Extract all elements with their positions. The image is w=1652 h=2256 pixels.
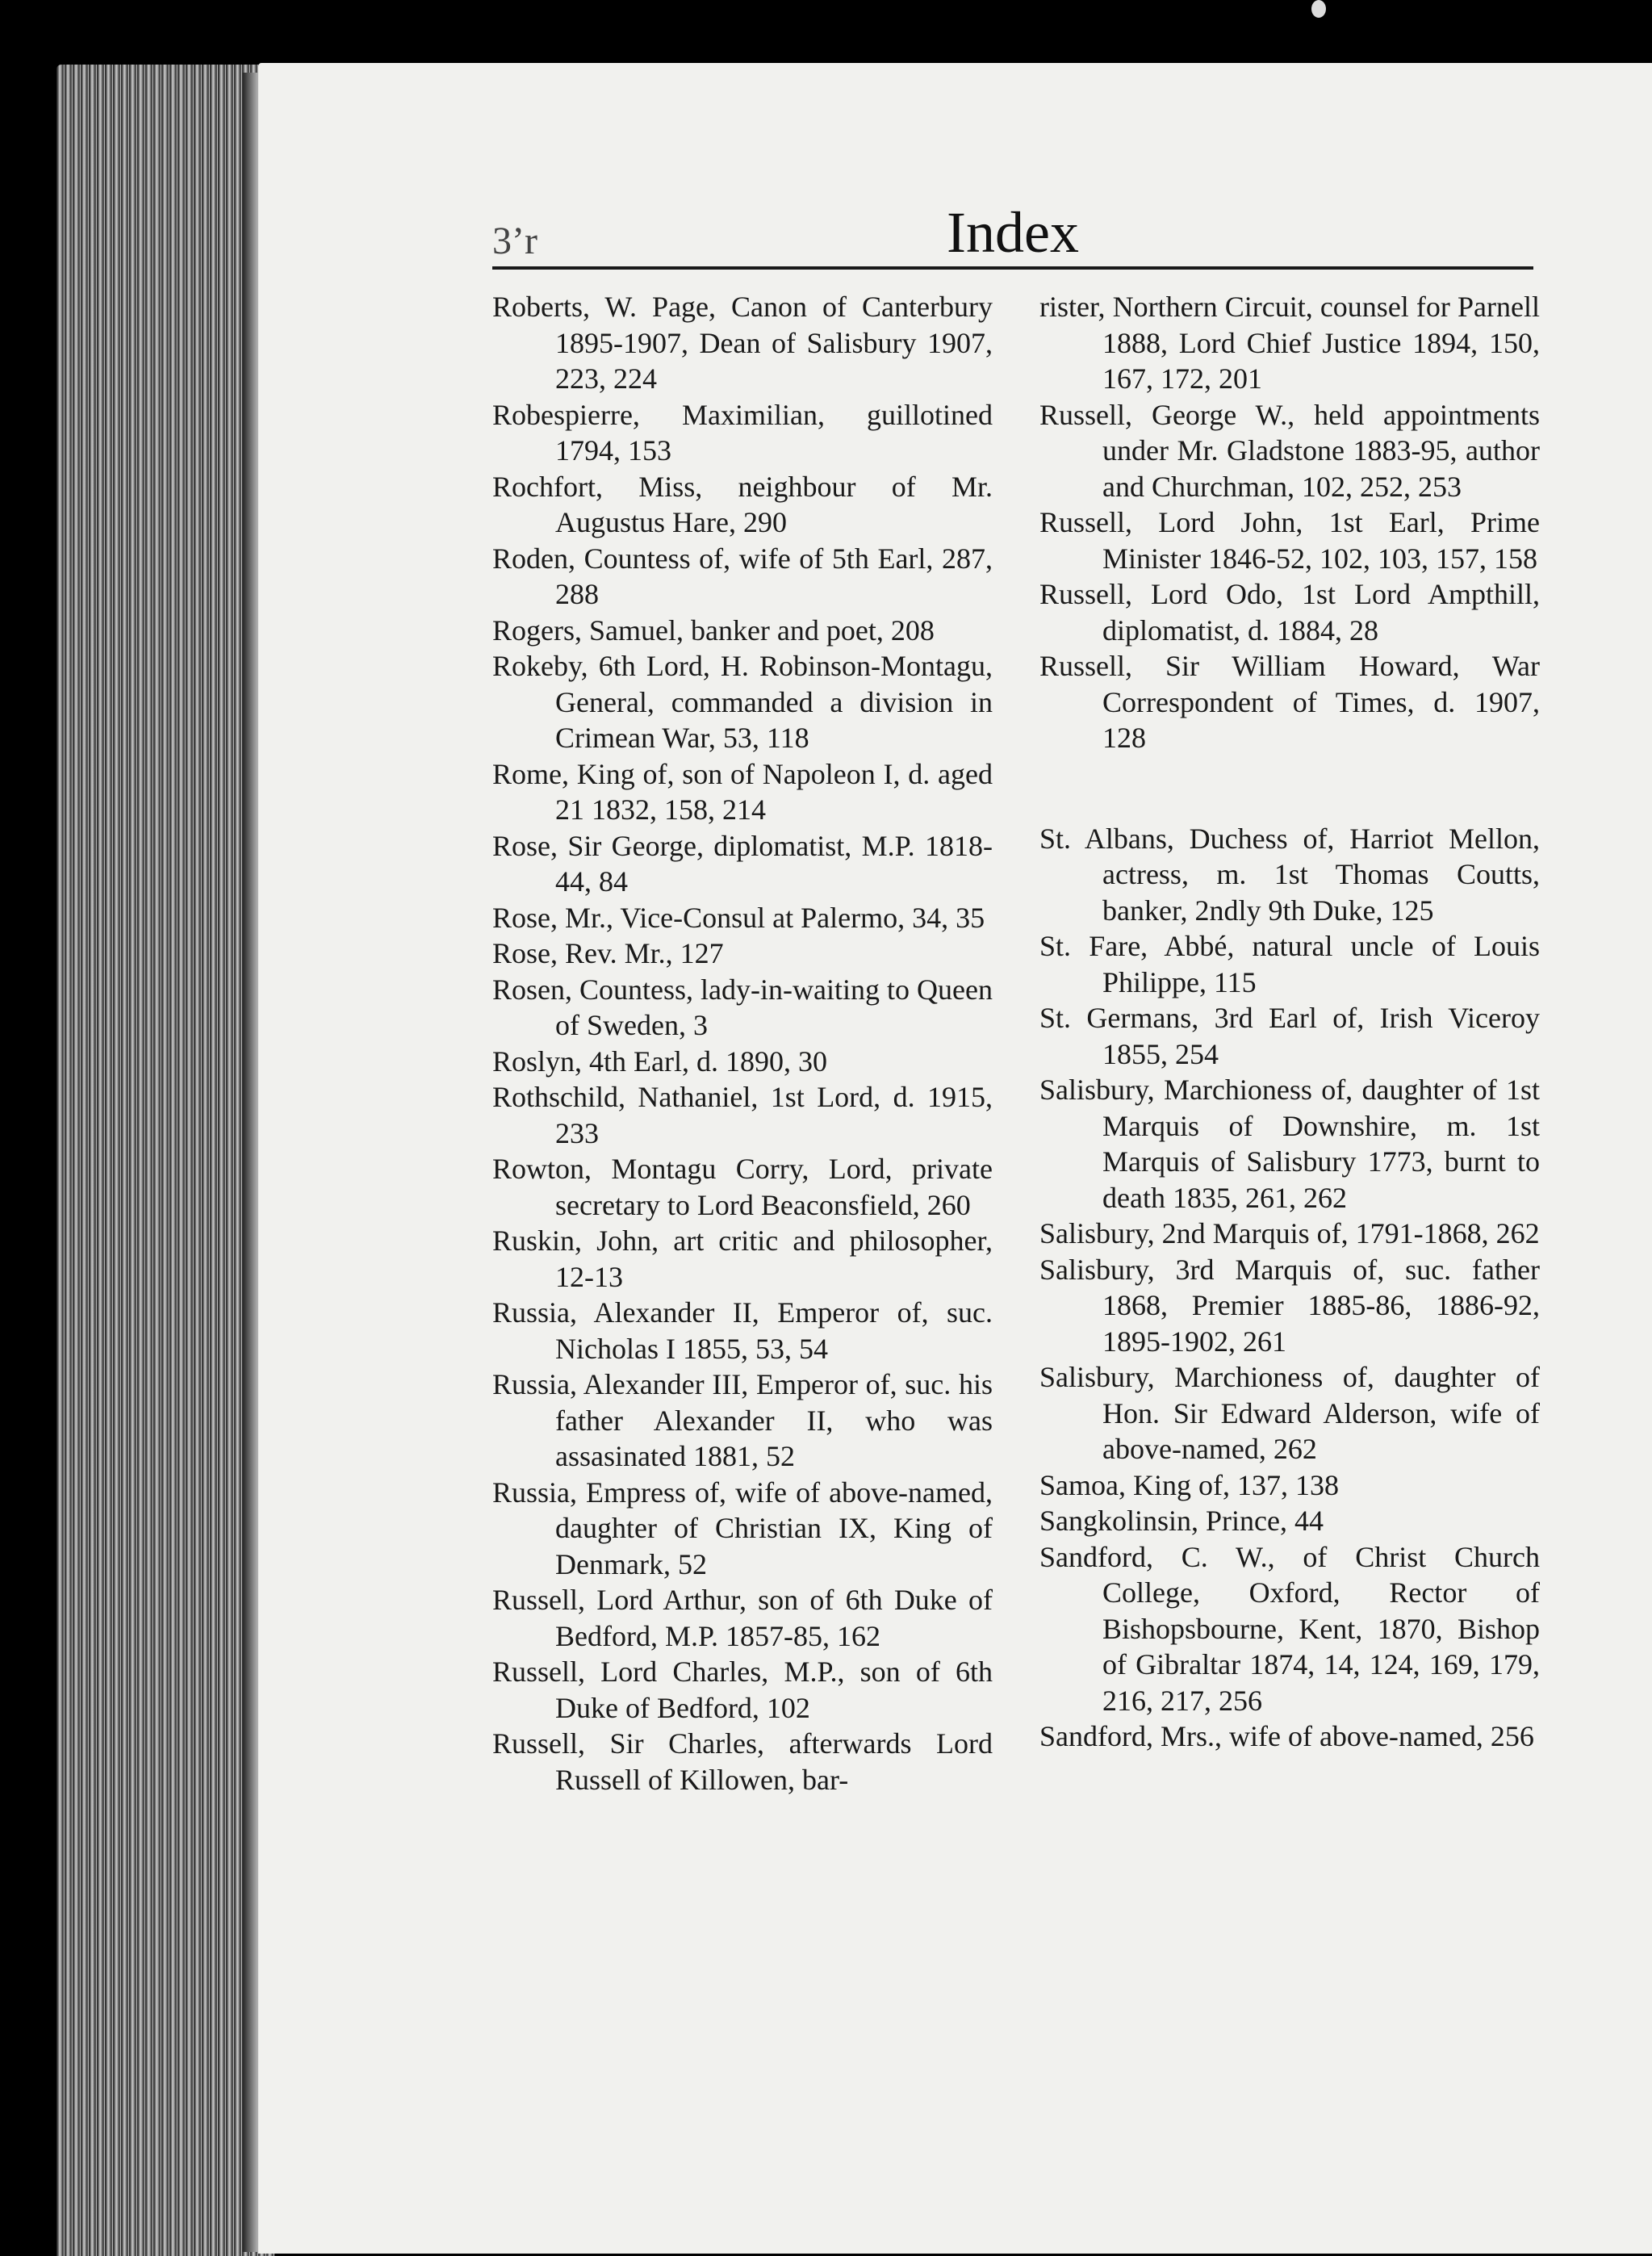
index-entry: Rochfort, Miss, neighbour of Mr. Augustus Hare, 290 (492, 470, 993, 538)
index-entry: Russell, Lord Charles, M.P., son of 6th Duke of Bedford, 102 (492, 1655, 993, 1724)
index-entry: Robespierre, Maximilian, guillotined 1794, 153 (492, 398, 993, 467)
index-entry: Salisbury, 3rd Marquis of, suc. father 1868, Premier 1885-86, 1886-92, 1895-1902, 261 (1039, 1253, 1540, 1358)
index-entry: Samoa, King of, 137, 138 (1039, 1468, 1339, 1501)
index-column-right (1039, 289, 1540, 1755)
index-entry: Ruskin, John, art critic and philosopher, 12-13 (492, 1224, 993, 1293)
index-entry: Roslyn, 4th Earl, d. 1890, 30 (492, 1044, 827, 1078)
index-entry: Russell, Sir Charles, afterwards Lord Russell of Killowen, bar- (492, 1727, 993, 1796)
index-entry: St. Germans, 3rd Earl of, Irish Viceroy 1855, 254 (1039, 1002, 1540, 1070)
letter-group-gap (1039, 756, 1540, 821)
page-header (492, 194, 1533, 270)
scan-speck (1311, 0, 1326, 18)
index-entry: Sandford, C. W., of Christ Church College, Oxford, Rector of Bishopsbourne, Kent, 1870, Bishop of Gibraltar 1874, 14, 124, 169, 179, 216, 217, 256 (1039, 1540, 1540, 1717)
index-entry: Russia, Empress of, wife of above-named, daughter of Christian IX, King of Denmark, 52 (492, 1475, 993, 1580)
index-entry: Rothschild, Nathaniel, 1st Lord, d. 1915, 233 (492, 1081, 993, 1149)
index-entry: Rose, Rev. Mr., 127 (492, 937, 724, 969)
index-entry: Russell, Lord Arthur, son of 6th Duke of Bedford, M.P. 1857-85, 162 (492, 1584, 993, 1652)
index-entry: Russell, George W., held appointments under Mr. Gladstone 1883-95, author and Churchman, 102, 252, 253 (1039, 398, 1540, 503)
page-title: Index (947, 200, 1079, 265)
index-entry: Rosen, Countess, lady-in-waiting to Queen of Sweden, 3 (492, 973, 993, 1041)
index-column-left (492, 289, 993, 1798)
index-entry: Rowton, Montagu Corry, Lord, private secretary to Lord Beaconsfield, 260 (492, 1153, 993, 1221)
index-entry: St. Fare, Abbé, natural uncle of Louis Philippe, 115 (1039, 930, 1540, 998)
index-entry: Salisbury, Marchioness of, daughter of Hon. Sir Edward Alderson, wife of above-named, 262 (1039, 1361, 1540, 1465)
index-entry: Rose, Sir George, diplomatist, M.P. 1818-44, 84 (492, 829, 993, 898)
index-entry: St. Albans, Duchess of, Harriot Mellon, actress, m. 1st Thomas Coutts, banker, 2ndly 9th Duke, 125 (1039, 822, 1540, 927)
index-entry: Russell, Sir William Howard, War Correspondent of Times, d. 1907, 128 (1039, 650, 1540, 754)
index-entry: Sandford, Mrs., wife of above-named, 256 (1039, 1720, 1534, 1752)
index-entry: Russia, Alexander III, Emperor of, suc. his father Alexander II, who was assasinated 1881, 52 (492, 1368, 993, 1472)
index-entry: Sangkolinsin, Prince, 44 (1039, 1505, 1324, 1537)
index-group-s (1039, 821, 1540, 1755)
index-entry: Russell, Lord John, 1st Earl, Prime Minister 1846-52, 102, 103, 157, 158 (1039, 506, 1540, 575)
index-entry: Roberts, W. Page, Canon of Canterbury 1895-1907, Dean of Salisbury 1907, 223, 224 (492, 291, 993, 395)
index-entry: Russia, Alexander II, Emperor of, suc. Nicholas I 1855, 53, 54 (492, 1296, 993, 1365)
index-entry: Roden, Countess of, wife of 5th Earl, 287, 288 (492, 542, 993, 610)
index-entry: Russell, Lord Odo, 1st Lord Ampthill, diplomatist, d. 1884, 28 (1039, 578, 1540, 647)
index-group-r (1039, 289, 1540, 756)
index-entry: Rose, Mr., Vice-Consul at Palermo, 34, 35 (492, 901, 985, 934)
page-number: 3’r (492, 220, 537, 262)
index-entry: Salisbury, 2nd Marquis of, 1791-1868, 262 (1039, 1217, 1540, 1249)
index-entry: Rogers, Samuel, banker and poet, 208 (492, 613, 935, 647)
index-entry: Rome, King of, son of Napoleon I, d. aged 21 1832, 158, 214 (492, 757, 993, 826)
index-entry: Rokeby, 6th Lord, H. Robinson-Montagu, General, commanded a division in Crimean War, 53, 118 (492, 650, 993, 754)
index-entry: Salisbury, Marchioness of, daughter of 1st Marquis of Downshire, m. 1st Marquis of Salisbury 1773, burnt to death 1835, 261, 262 (1039, 1074, 1540, 1214)
index-entry: rister, Northern Circuit, counsel for Parnell 1888, Lord Chief Justice 1894, 150, 167, 172, 201 (1039, 291, 1540, 395)
